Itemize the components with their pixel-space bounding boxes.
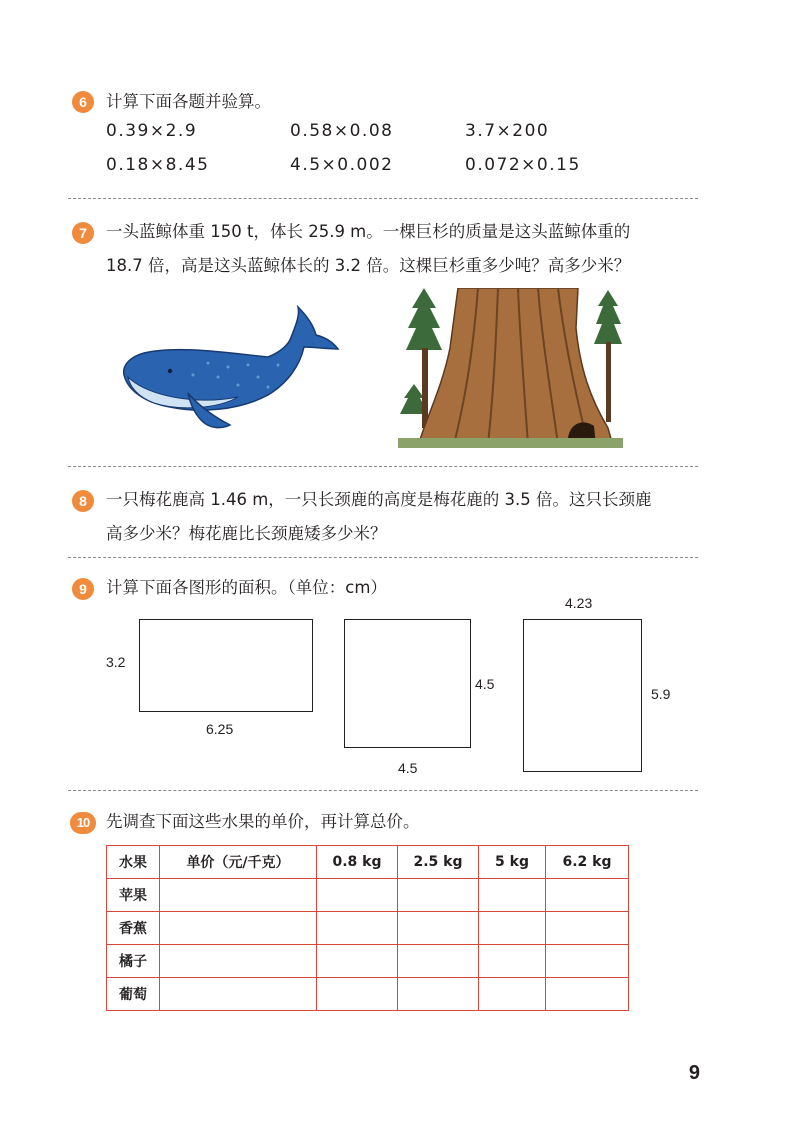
question-7-line-2: 18.7 倍，高是这头蓝鲸体长的 3.2 倍。这棵巨杉重多少吨？高多少米？ (106, 256, 631, 275)
column-header: 6.2 kg (546, 846, 629, 879)
answer-cell[interactable] (479, 945, 546, 978)
rectangle-1 (139, 619, 313, 712)
question-6-text: 计算下面各题并验算。 (106, 92, 271, 111)
blue-whale-illustration (118, 305, 343, 435)
answer-cell[interactable] (317, 978, 398, 1011)
answer-cell[interactable] (546, 945, 629, 978)
rectangle-1-width-label: 6.25 (206, 721, 234, 737)
answer-cell[interactable] (398, 879, 479, 912)
answer-cell[interactable] (479, 879, 546, 912)
fruit-name-cell: 苹果 (107, 879, 160, 912)
question-number-9: 9 (72, 578, 94, 600)
question-number-10: 10 (70, 812, 96, 834)
answer-cell[interactable] (317, 945, 398, 978)
column-header: 5 kg (479, 846, 546, 879)
question-10-text: 先调查下面这些水果的单价，再计算总价。 (106, 812, 420, 831)
question-9-text: 计算下面各图形的面积。（单位：cm） (106, 578, 387, 597)
fruit-name-cell: 香蕉 (107, 912, 160, 945)
fruit-price-table (106, 845, 629, 1011)
expression-3: 3.7×200 (465, 121, 550, 141)
table-row (107, 945, 629, 978)
answer-cell[interactable] (160, 978, 317, 1011)
question-number-7: 7 (72, 222, 94, 244)
expression-1: 0.39×2.9 (106, 121, 198, 141)
fruit-name-cell: 橘子 (107, 945, 160, 978)
divider (68, 198, 698, 199)
answer-cell[interactable] (160, 879, 317, 912)
table-row (107, 879, 629, 912)
question-8-line-2: 高多少米？梅花鹿比长颈鹿矮多少米？ (106, 524, 387, 543)
rectangle-1-height-label: 3.2 (106, 654, 126, 670)
answer-cell[interactable] (546, 978, 629, 1011)
rectangle-3-width-label: 4.23 (565, 595, 593, 611)
answer-cell[interactable] (317, 912, 398, 945)
answer-cell[interactable] (160, 912, 317, 945)
answer-cell[interactable] (546, 879, 629, 912)
answer-cell[interactable] (479, 912, 546, 945)
table-row (107, 912, 629, 945)
answer-cell[interactable] (398, 978, 479, 1011)
answer-cell[interactable] (317, 879, 398, 912)
column-header: 单价（元/千克） (160, 846, 317, 879)
square-2-height-label: 4.5 (475, 676, 495, 692)
page-number: 9 (688, 1062, 700, 1084)
question-number-6: 6 (72, 91, 94, 113)
square-2-width-label: 4.5 (398, 760, 418, 776)
expression-6: 0.072×0.15 (465, 155, 581, 175)
rectangle-3 (523, 619, 642, 772)
divider (68, 790, 698, 791)
divider (68, 557, 698, 558)
answer-cell[interactable] (398, 912, 479, 945)
fruit-name-cell: 葡萄 (107, 978, 160, 1011)
expression-2: 0.58×0.08 (290, 121, 394, 141)
column-header: 0.8 kg (317, 846, 398, 879)
answer-cell[interactable] (546, 912, 629, 945)
expression-5: 4.5×0.002 (290, 155, 394, 175)
expression-4: 0.18×8.45 (106, 155, 210, 175)
question-8-line-1: 一只梅花鹿高 1.46 m，一只长颈鹿的高度是梅花鹿的 3.5 倍。这只长颈鹿 (106, 490, 652, 509)
answer-cell[interactable] (479, 978, 546, 1011)
answer-cell[interactable] (398, 945, 479, 978)
answer-cell[interactable] (160, 945, 317, 978)
square-2 (344, 619, 471, 748)
divider (68, 466, 698, 467)
column-header: 水果 (107, 846, 160, 879)
table-header-row (107, 846, 629, 879)
rectangle-3-height-label: 5.9 (651, 686, 671, 702)
giant-sequoia-illustration (398, 288, 623, 448)
column-header: 2.5 kg (398, 846, 479, 879)
question-7-line-1: 一头蓝鲸体重 150 t，体长 25.9 m。一棵巨杉的质量是这头蓝鲸体重的 (106, 222, 631, 241)
table-row (107, 978, 629, 1011)
question-number-8: 8 (72, 490, 94, 512)
